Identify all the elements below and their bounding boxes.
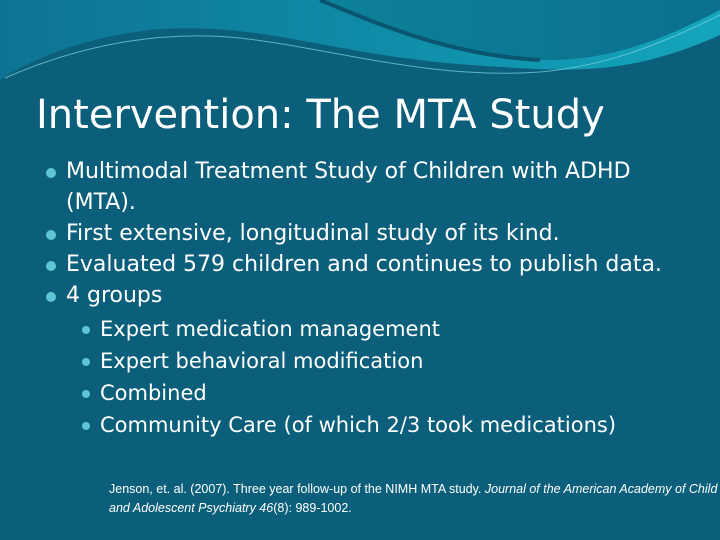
bullet-icon <box>46 230 56 240</box>
group-text: Combined <box>100 381 207 405</box>
citation <box>109 480 720 518</box>
bullet-icon <box>46 261 56 271</box>
citation-authors: Jenson, et. al. (2007). Three year follow-up of the NIMH MTA study. <box>109 482 482 496</box>
slide-title: Intervention: The MTA Study <box>36 92 605 138</box>
bullet-icon <box>82 358 90 366</box>
group-item <box>72 409 700 441</box>
citation-journal: Journal of the American Academy of Child and Adolescent Psychiatry 46 <box>109 482 718 515</box>
group-item <box>72 377 700 409</box>
group-item <box>72 313 700 345</box>
bullet-text: Multimodal Treatment Study of Children with ADHD (MTA). <box>66 159 631 215</box>
bullet-icon <box>46 168 56 178</box>
group-list <box>66 313 700 441</box>
group-text: Expert behavioral modification <box>100 349 424 373</box>
bullet-text: Evaluated 579 children and continues to publish data. <box>66 252 662 277</box>
bullet-icon <box>82 422 90 430</box>
bullet-item <box>40 249 700 280</box>
bullet-text: 4 groups <box>66 283 163 308</box>
bullet-item <box>40 156 700 218</box>
group-text: Expert medication management <box>100 317 441 341</box>
bullet-item <box>40 218 700 249</box>
bullet-icon <box>46 292 56 302</box>
bullet-icon <box>82 326 90 334</box>
bullet-text: First extensive, longitudinal study of its kind. <box>66 221 560 246</box>
group-text: Community Care (of which 2/3 took medications) <box>100 413 617 437</box>
bullet-item <box>40 280 700 441</box>
group-item <box>72 345 700 377</box>
citation-pages: (8): 989-1002. <box>273 501 352 515</box>
bullet-icon <box>82 390 90 398</box>
bullet-list <box>40 156 700 441</box>
